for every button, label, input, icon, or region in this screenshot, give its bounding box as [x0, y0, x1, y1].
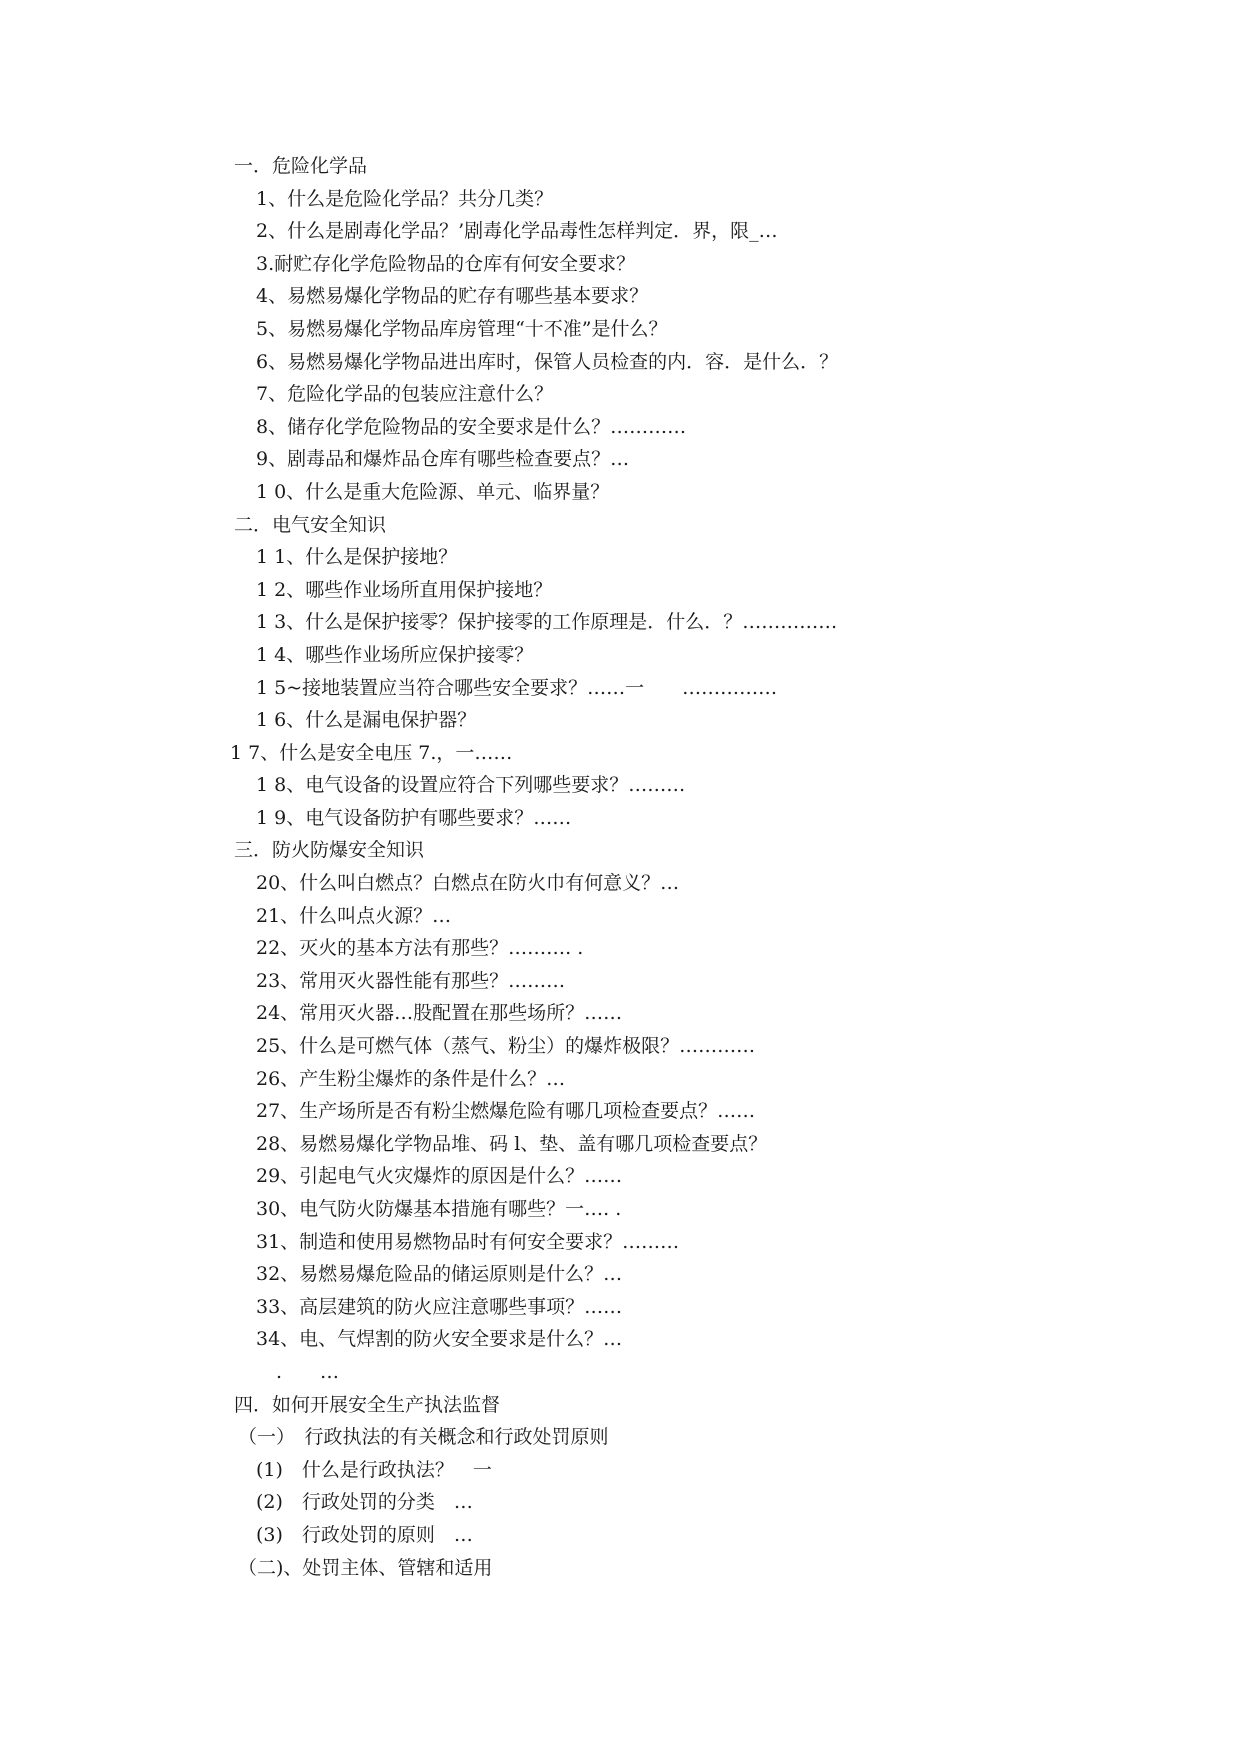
question-item: 4、易燃易爆化学物品的贮存有哪些基本要求？ [256, 285, 649, 308]
subsection-heading: （二)、处罚主体、管辖和适用 [238, 1556, 493, 1579]
question-item: 7、危险化学品的包装应注意什么？ [256, 383, 554, 406]
sub-item: (3) 行政处罚的原则 … [256, 1523, 473, 1546]
question-item: 1 2、哪些作业场所直用保护接地？ [256, 578, 553, 601]
section-heading: 二．电气安全知识 [234, 513, 387, 536]
question-item: 1 3、什么是保护接零？保护接零的工作原理是．什么．？…………… [256, 611, 838, 634]
question-item: 28、易燃易爆化学物品堆、码 l、垫、盖有哪几项检查要点？ [256, 1132, 768, 1155]
question-item: 9、剧毒品和爆炸品仓库有哪些检查要点？… [256, 448, 630, 471]
question-item: 3.耐贮存化学危险物品的仓库有何安全要求？ [256, 252, 636, 275]
question-item: 20、什么叫白燃点？白燃点在防火巾有何意义？… [256, 872, 680, 895]
question-item: 25、什么是可燃气体（蒸气、粉尘）的爆炸极限？………… [256, 1035, 756, 1058]
question-item: 6、易燃易爆化学物品进出库时，保管人员检查的内．容．是什么．？ [256, 350, 839, 373]
sub-item: (1) 什么是行政执法？ 一 [256, 1458, 492, 1481]
question-item: 5、易燃易爆化学物品库房管理“十不准”是什么？ [256, 317, 668, 340]
question-item: 32、易燃易爆危险品的储运原则是什么？… [256, 1263, 623, 1286]
question-item: 21、什么叫点火源？… [256, 904, 452, 927]
ellipsis-line: . … [276, 1360, 340, 1383]
question-item: 1 5~接地装置应当符合哪些安全要求？……一 …………… [256, 676, 778, 699]
question-item: 33、高层建筑的防火应注意哪些事项？…… [256, 1295, 623, 1318]
question-item: 2、什么是剧毒化学品？’剧毒化学品毒性怎样判定．界，限_… [256, 220, 778, 243]
question-item: 1、什么是危险化学品？共分几类？ [256, 187, 554, 210]
question-item: 34、电、气焊割的防火安全要求是什么？… [256, 1328, 623, 1351]
question-item: 30、电气防火防爆基本措施有哪些？一…. . [256, 1198, 622, 1220]
question-item: 27、生产场所是否有粉尘燃爆危险有哪几项检查要点？…… [256, 1100, 756, 1123]
question-item: 1 0、什么是重大危险源、单元、临界量？ [256, 480, 610, 503]
document-body [0, 150, 1241, 1584]
question-item: 1 4、哪些作业场所应保护接零？ [256, 643, 534, 666]
question-item: 23、常用灭火器性能有那些？……… [256, 969, 566, 992]
question-item: 1 6、什么是漏电保护器？ [256, 709, 477, 732]
question-item: 26、产生粉尘爆炸的条件是什么？… [256, 1067, 566, 1090]
question-item: 1 7、什么是安全电压 7.，一…… [230, 741, 513, 764]
question-item: 31、制造和使用易燃物品时有何安全要求？……… [256, 1230, 680, 1253]
sub-item: (2) 行政处罚的分类 … [256, 1491, 473, 1514]
question-item: 1 1、什么是保护接地？ [256, 546, 458, 569]
section-heading: 一．危险化学品 [234, 155, 368, 177]
question-item: 8、储存化学危险物品的安全要求是什么？………… [256, 415, 687, 438]
question-item: 24、常用灭火器…股配置在那些场所？…… [256, 1002, 623, 1025]
question-item: 1 8、电气设备的设置应符合下列哪些要求？……… [256, 774, 686, 797]
question-item: 29、引起电气火灾爆炸的原因是什么？…… [256, 1165, 623, 1188]
question-item: 1 9、电气设备防护有哪些要求？…… [256, 806, 572, 829]
subsection-heading: （一） 行政执法的有关概念和行政处罚原则 [238, 1426, 609, 1449]
question-item: 22、灭火的基本方法有那些？………. . [256, 937, 584, 960]
section-heading: 四．如何开展安全生产执法监督 [234, 1393, 501, 1416]
section-heading: 三．防火防爆安全知识 [234, 839, 425, 862]
